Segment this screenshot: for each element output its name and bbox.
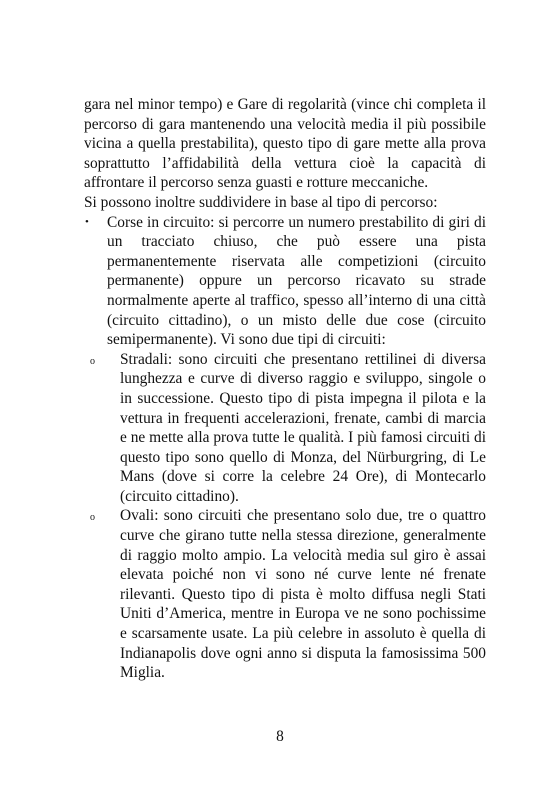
bullet-list [84,213,486,683]
sub-bullet-list [90,350,486,683]
sub-bullet-text-road-circuits: Stradali: sono circuiti che presentano rettilinei di diversa lunghezza e curve di diverso raggio e sviluppo, singole o in successione. Questo tipo di pista impegna il pilota e la vettura in frequenti accelerazioni, frenate, cambi di marcia e ne mette alla prova tutte le qualità. I più famosi circuiti di questo tipo sono quello di Monza, del Nürburgring, di Le Mans (dove si corre la celebre 24 Ore), di Montecarlo (circuito cittadino). [120,350,486,505]
bullet-text-circuit-races: Corse in circuito: si percorre un numero prestabilito di giri di un tracciato chiuso, che può essere una pista permanentemente riservata alle competizioni (circuito permanente) oppure un percorso ricavato su strade normalmente aperte al traffico, spesso all’interno di una città (circuito cittadino), o un misto delle due cose (circuito semipermanente). Vi sono due tipi di circuiti: [107,213,486,349]
subdivision-sentence: Si possono inoltre suddividere in base al tipo di percorso: [84,193,438,211]
sub-bullet-marker: o [90,355,95,367]
sub-bullet-marker: o [90,512,95,524]
list-item [84,506,486,682]
body-text [84,95,486,683]
intro-paragraph: gara nel minor tempo) e Gare di regolarità (vince chi completa il percorso di gara mantenendo una velocità media il più possibile vicina a quella prestabilita), questo tipo di gare mette alla prova soprattutto l’affidabilità della vettura cioè la capacità di affrontare il percorso senza guasti e rotture meccaniche. [84,96,486,192]
list-item [84,213,486,683]
page-number: 8 [276,728,284,745]
list-item [84,350,486,507]
sub-bullet-text-ovals: Ovali: sono circuiti che presentano solo due, tre o quattro curve che girano tutte nella stessa direzione, generalmente di raggio molto ampio. La velocità media sul giro è assai elevata poiché non vi sono né curve lente né frenate rilevanti. Questo tipo di pista è molto diffusa negli Stati Uniti d’America, mentre in Europa ve ne sono pochissime e scarsamente usate. La più celebre in assoluto è quella di Indianapolis dove ogni anno si disputa la famosissima 500 Miglia. [120,507,486,682]
bullet-marker: • [85,215,89,228]
